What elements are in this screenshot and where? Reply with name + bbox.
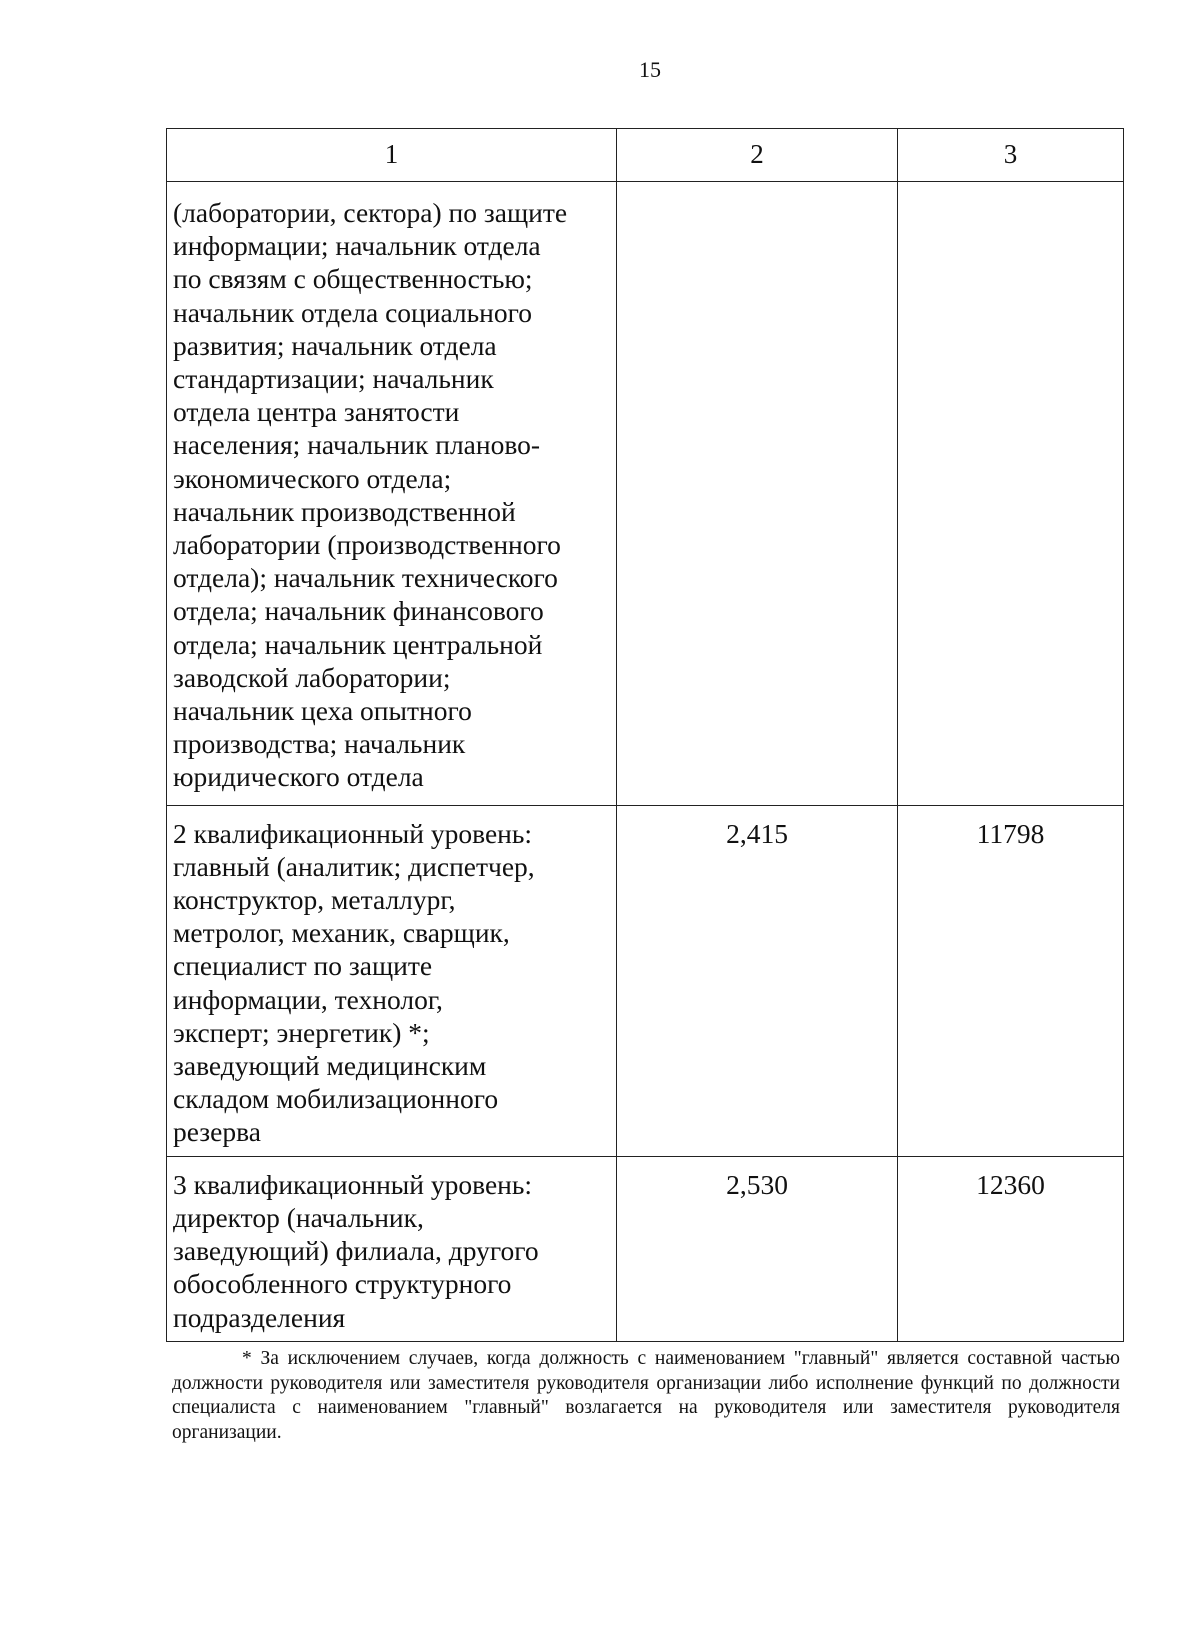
salary-cell: 11798 <box>898 805 1124 1156</box>
coefficient-cell: 2,530 <box>617 1156 898 1341</box>
table-row <box>167 182 1124 806</box>
page-number: 15 <box>639 57 661 82</box>
column-header-2: 2 <box>617 129 898 182</box>
salary-table <box>166 128 1124 1342</box>
salary-cell: 12360 <box>898 1156 1124 1341</box>
table-row <box>167 805 1124 1156</box>
footnote: * За исключением случаев, когда должность с наименованием "главный" является составной частью должности руководителя или заместителя руководителя организации либо исполнение функций по должности специалиста с наименованием "главный" возлагается на руководителя или заместителя руководителя организации. <box>172 1348 1120 1443</box>
position-description-cell: (лаборатории, сектора) по защите информации; начальник отдела по связям с общественностью; начальник отдела социального развития; начальник отдела стандартизации; начальник отдела центра занятости населения; начальник планово- экономического отдела; начальник производственной лаборатории (производственного отдела); начальник технического отдела; начальник финансового отдела; начальник центральной заводской лаборатории; начальник цеха опытного производства; начальник юридического отдела <box>167 182 617 806</box>
coefficient-cell: 2,415 <box>617 805 898 1156</box>
column-header-1: 1 <box>167 129 617 182</box>
column-header-3: 3 <box>898 129 1124 182</box>
salary-cell <box>898 182 1124 806</box>
position-description-cell: 2 квалификационный уровень: главный (аналитик; диспетчер, конструктор, металлург, метролог, механик, сварщик, специалист по защите информации, технолог, эксперт; энергетик) *; заведующий медицинским складом мобилизационного резерва <box>167 805 617 1156</box>
table-header-row <box>167 129 1124 182</box>
position-description-cell: 3 квалификационный уровень: директор (начальник, заведующий) филиала, другого обособленного структурного подразделения <box>167 1156 617 1341</box>
table-row <box>167 1156 1124 1341</box>
coefficient-cell <box>617 182 898 806</box>
